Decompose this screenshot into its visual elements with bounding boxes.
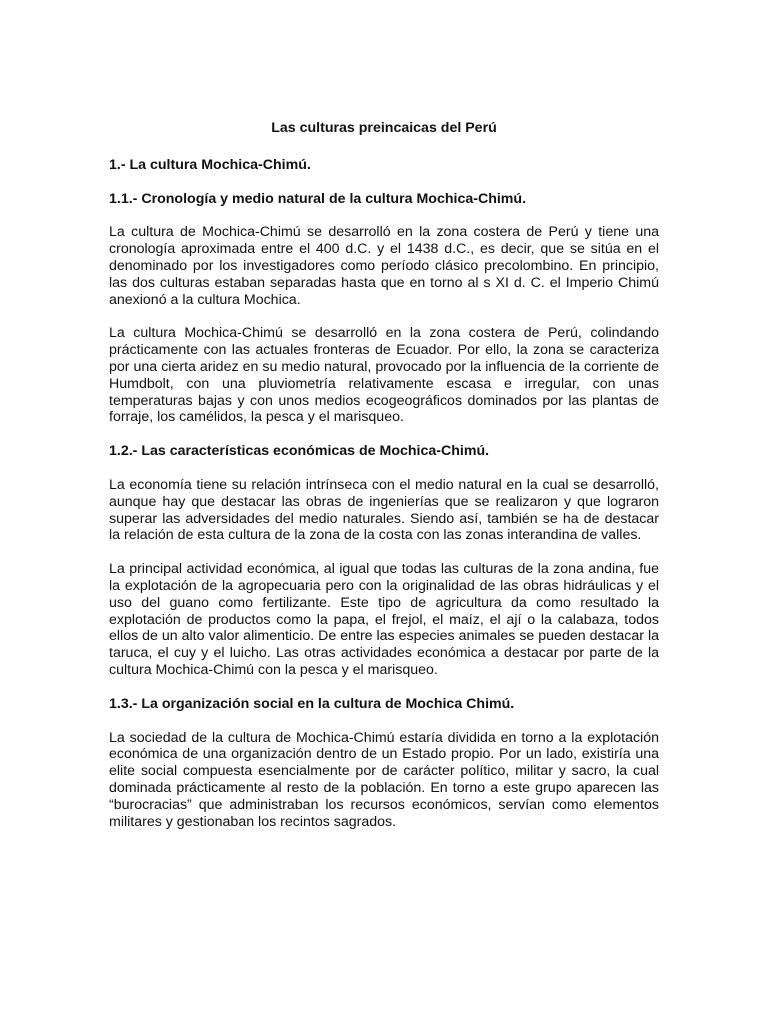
paragraph-1-2-a: La economía tiene su relación intrínseca con el medio natural en la cual se desarrolló, aunque hay que destacar las obras de ingenierías que se realizaron y que lograron superar las adversidades del medio naturales. Siendo así, también se ha de destacar la relación de esta cultura de la zona de la costa con las zonas interandina de valles. xyxy=(109,476,659,544)
section-heading-1-3: 1.3.- La organización social en la cultura de Mochica Chimú. xyxy=(109,695,515,712)
document-page xyxy=(109,120,659,847)
section-heading-1-1: 1.1.- Cronología y medio natural de la cultura Mochica-Chimú. xyxy=(109,190,527,207)
section-heading-1: 1.- La cultura Mochica-Chimú. xyxy=(109,156,311,173)
document-title: Las culturas preincaicas del Perú xyxy=(271,120,497,136)
paragraph-1-1-b: La cultura Mochica-Chimú se desarrolló en la zona costera de Perú, colindando prácticamente con las actuales fronteras de Ecuador. Por ello, la zona se caracteriza por una cierta aridez en su medio natural, provocado por la influencia de la corriente de Humdbolt, con una pluviometría relativamente escasa e irregular, con unas temperaturas bajas y con unos medios ecogeográficos dominados por las plantas de forraje, los camélidos, la pesca y el marisqueo. xyxy=(109,325,659,426)
paragraph-1-2-b: La principal actividad económica, al igual que todas las culturas de la zona andina, fue la explotación de la agropecuaria pero con la originalidad de las obras hidráulicas y el uso del guano como fertilizante. Este tipo de agricultura da como resultado la explotación de productos como la papa, el frejol, el maíz, el ají o la calabaza, todos ellos de un alto valor alimenticio. De entre las especies animales se pueden destacar la taruca, el cuy y el luicho. Las otras actividades económica a destacar por parte de la cultura Mochica-Chimú con la pesca y el marisqueo. xyxy=(109,561,659,678)
paragraph-1-3-a: La sociedad de la cultura de Mochica-Chimú estaría dividida en torno a la explotación económica de una organización dentro de un Estado propio. Por un lado, existiría una elite social compuesta esencialmente por de carácter político, militar y sacro, la cual dominada prácticamente al resto de la población. En torno a este grupo aparecen las “burocracias” que administraban los recursos económicos, servían como elementos militares y gestionaban los recintos sagrados. xyxy=(109,729,659,830)
section-heading-1-2: 1.2.- Las características económicas de Mochica-Chimú. xyxy=(109,443,490,460)
paragraph-1-1-a: La cultura de Mochica-Chimú se desarrolló en la zona costera de Perú y tiene una cronología aproximada entre el 400 d.C. y el 1438 d.C., es decir, que se sitúa en el denominado por los investigadores como período clásico precolombino. En principio, las dos culturas estaban separadas hasta que en torno al s XI d. C. el Imperio Chimú anexionó a la cultura Mochica. xyxy=(109,224,659,308)
